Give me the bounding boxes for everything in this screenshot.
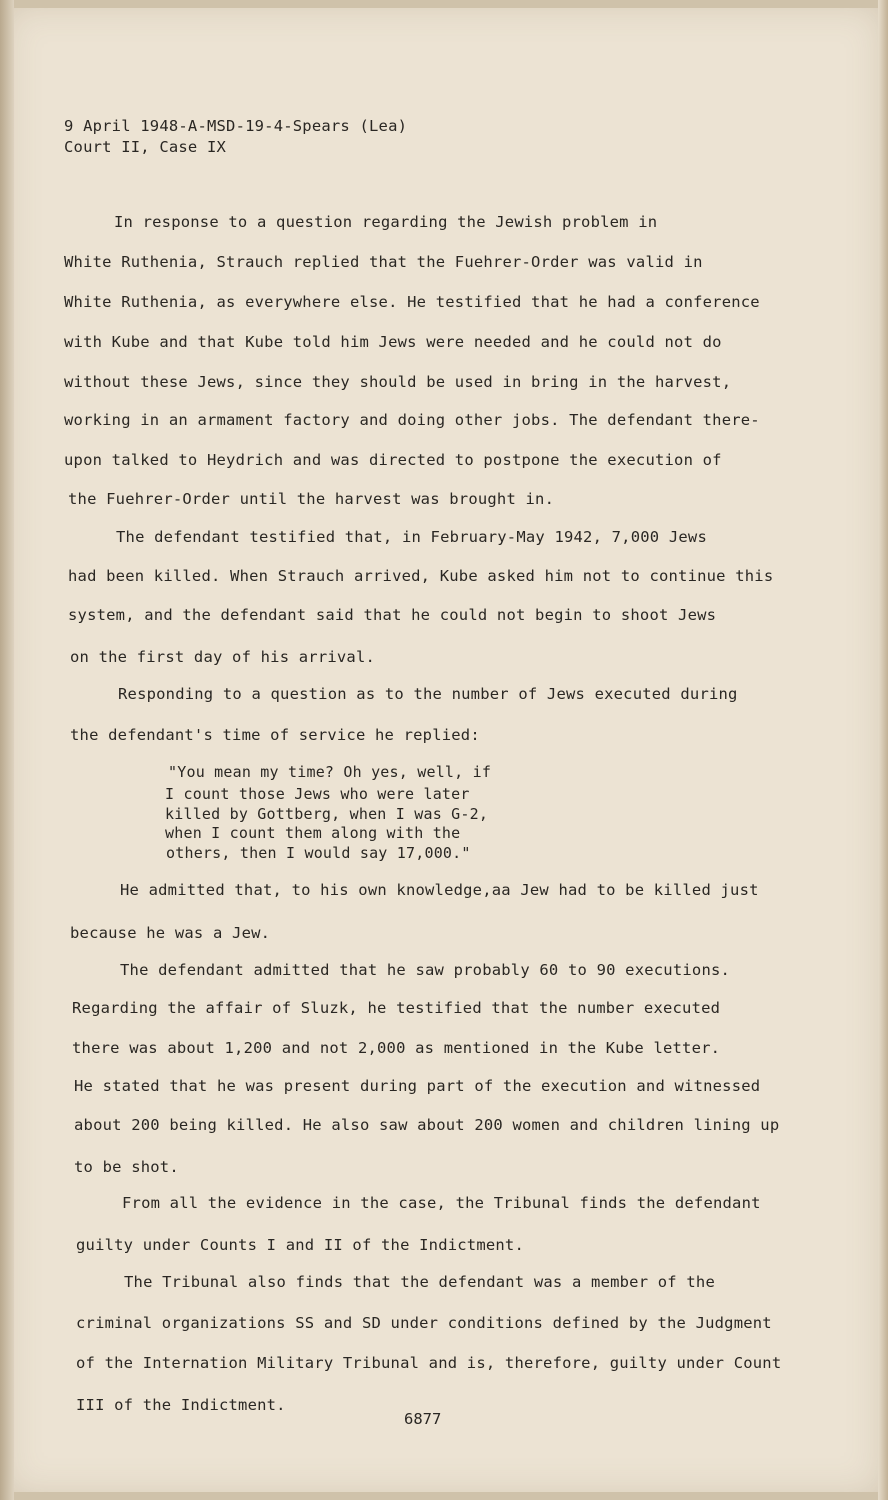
body-line: the defendant's time of service he replied: [70, 726, 480, 744]
body-line: The defendant admitted that he saw probably 60 to 90 executions. [120, 961, 731, 979]
page-edge-right [878, 0, 888, 1500]
page-edge-left [0, 0, 14, 1500]
body-line: about 200 being killed. He also saw about 200 women and children lining up [74, 1116, 780, 1134]
body-line: the Fuehrer-Order until the harvest was brought in. [68, 490, 555, 508]
body-line: guilty under Counts I and II of the Indictment. [76, 1236, 524, 1254]
body-line: The defendant testified that, in February-May 1942, 7,000 Jews [116, 528, 707, 546]
body-line: White Ruthenia, Strauch replied that the Fuehrer-Order was valid in [64, 253, 703, 271]
quote-line: killed by Gottberg, when I was G-2, [165, 805, 489, 823]
body-line: to be shot. [74, 1158, 179, 1176]
body-line: of the Internation Military Tribunal and is, therefore, guilty under Count [76, 1354, 782, 1372]
quote-line: others, then I would say 17,000." [166, 844, 471, 862]
body-line: without these Jews, since they should be used in bring in the harvest, [64, 373, 732, 391]
body-line: system, and the defendant said that he could not begin to shoot Jews [68, 606, 717, 624]
header-line-date: 9 April 1948-A-MSD-19-4-Spears (Lea) [64, 117, 408, 135]
body-line: He stated that he was present during part of the execution and witnessed [74, 1077, 761, 1095]
body-line: working in an armament factory and doing other jobs. The defendant there- [64, 411, 760, 429]
body-line: The Tribunal also finds that the defendant was a member of the [124, 1273, 715, 1291]
body-line: criminal organizations SS and SD under conditions defined by the Judgment [76, 1314, 772, 1332]
body-line: White Ruthenia, as everywhere else. He testified that he had a conference [64, 293, 760, 311]
body-line: From all the evidence in the case, the Tribunal finds the defendant [122, 1194, 761, 1212]
body-line: had been killed. When Strauch arrived, Kube asked him not to continue this [68, 567, 774, 585]
body-line: In response to a question regarding the Jewish problem in [114, 213, 658, 231]
body-line: there was about 1,200 and not 2,000 as mentioned in the Kube letter. [72, 1039, 721, 1057]
body-line: Responding to a question as to the number of Jews executed during [118, 685, 738, 703]
body-line: III of the Indictment. [76, 1396, 286, 1414]
body-line: Regarding the affair of Sluzk, he testified that the number executed [72, 999, 721, 1017]
page-number: 6877 [404, 1410, 442, 1428]
quote-line: "You mean my time? Oh yes, well, if [168, 763, 492, 781]
body-line: on the first day of his arrival. [70, 648, 376, 666]
body-line: He admitted that, to his own knowledge,aa Jew had to be killed just [120, 881, 759, 899]
header-line-court: Court II, Case IX [64, 138, 227, 156]
body-line: because he was a Jew. [70, 924, 271, 942]
quote-line: when I count them along with the [165, 824, 461, 842]
body-line: with Kube and that Kube told him Jews were needed and he could not do [64, 333, 722, 351]
quote-line: I count those Jews who were later [165, 785, 470, 803]
body-line: upon talked to Heydrich and was directed to postpone the execution of [64, 451, 722, 469]
